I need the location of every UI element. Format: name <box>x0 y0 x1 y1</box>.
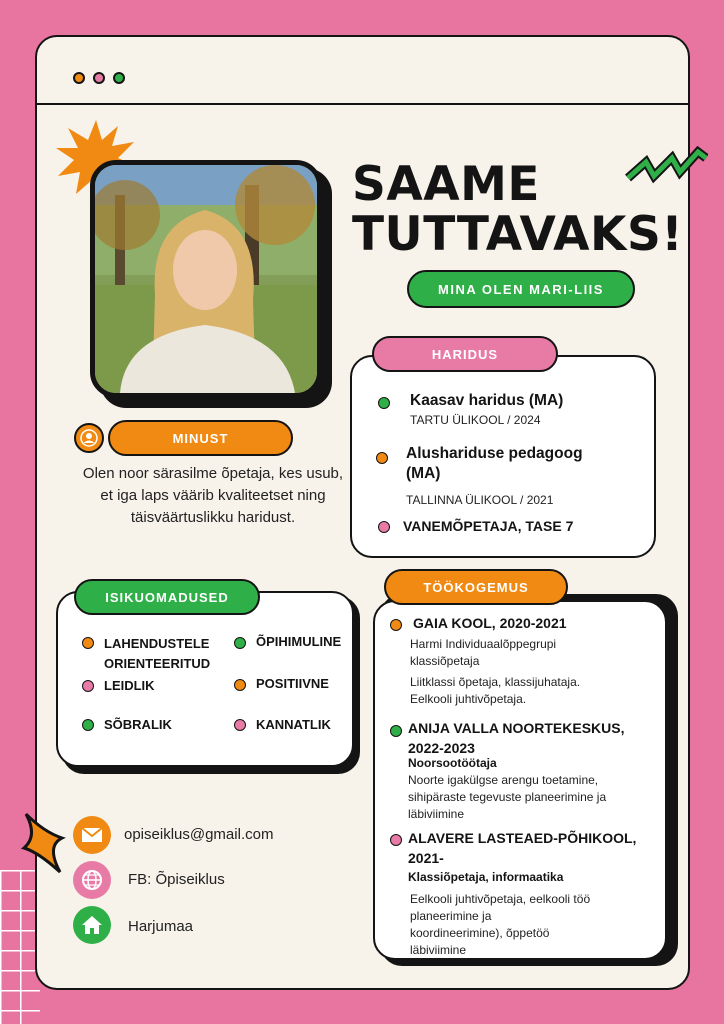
zigzag-icon <box>624 140 708 188</box>
experience-3-role: Klassiõpetaja, informaatika <box>408 870 564 884</box>
experience-bullet-1 <box>390 619 402 631</box>
education-bullet-2 <box>376 452 388 464</box>
education-item-2-sub: TALLINNA ÜLIKOOL / 2021 <box>406 493 554 507</box>
window-dot-pink <box>93 72 105 84</box>
contact-email[interactable]: opiseiklus@gmail.com <box>124 826 274 843</box>
quality-bullet-5 <box>82 719 94 731</box>
education-bullet-3 <box>378 521 390 533</box>
experience-2-desc-1: Noorte igakülgse arengu toetamine, <box>408 773 599 787</box>
experience-1-desc-1: Harmi Individuaalõppegrupi <box>410 637 557 651</box>
experience-3-desc-4: läbiviimine <box>410 943 467 957</box>
experience-3-desc-3: koordineerimine), õppetöö <box>410 926 550 940</box>
grid-decoration <box>0 870 40 1024</box>
education-item-2-title-2: (MA) <box>406 465 441 482</box>
education-item-1-title: Kaasav haridus (MA) <box>410 392 564 409</box>
window-dot-orange <box>73 72 85 84</box>
quality-1-label: LAHENDUSTELE ORIENTEERITUD <box>104 636 211 671</box>
experience-2-title-2: 2022-2023 <box>408 740 475 756</box>
quality-bullet-3 <box>82 680 94 692</box>
experience-3-title-2: 2021- <box>408 850 444 866</box>
window-bar-divider <box>37 103 688 105</box>
quality-6-label: KANNATLIK <box>256 717 331 732</box>
quality-bullet-1 <box>82 637 94 649</box>
quality-5-label: SÕBRALIK <box>104 717 172 732</box>
headline-line-2: TUTTAVAKS! <box>352 207 684 262</box>
experience-2-desc-2: sihipäraste tegevuste planeerimine ja <box>408 790 607 804</box>
experience-bullet-3 <box>390 834 402 846</box>
home-icon <box>73 906 111 944</box>
education-item-2-title: Alushariduse pedagoog <box>406 445 583 462</box>
education-item-3-title: VANEMÕPETAJA, TASE 7 <box>403 518 574 534</box>
headline-line-1: SAAME <box>352 157 540 212</box>
user-icon <box>74 423 104 453</box>
education-item-1-sub: TARTU ÜLIKOOL / 2024 <box>410 413 541 427</box>
experience-1-desc-2: klassiõpetaja <box>410 654 480 668</box>
experience-3-desc-1: Eelkooli juhtivõpetaja, eelkooli töö <box>410 892 591 906</box>
mail-icon <box>73 816 111 854</box>
experience-1-desc-3: Liitklassi õpetaja, klassijuhataja. <box>410 675 581 689</box>
experience-1-desc-4: Eelkooli juhtivõpetaja. <box>410 692 527 706</box>
qualities-title: ISIKUOMADUSED <box>74 579 260 615</box>
quality-2-label: ÕPIHIMULINE <box>256 634 342 649</box>
profile-photo <box>90 160 322 398</box>
name-badge: MINA OLEN MARI-LIIS <box>407 270 635 308</box>
about-title: MINUST <box>108 420 293 456</box>
experience-3-desc-2: planeerimine ja <box>410 909 492 923</box>
sparkle-icon <box>20 812 66 874</box>
quality-bullet-6 <box>234 719 246 731</box>
education-title: HARIDUS <box>372 336 558 372</box>
globe-icon <box>73 861 111 899</box>
experience-2-desc-3: läbiviimine <box>408 807 465 821</box>
experience-2-title: ANIJA VALLA NOORTEKESKUS, <box>408 720 625 736</box>
quality-bullet-2 <box>234 637 246 649</box>
experience-1-title: GAIA KOOL, 2020-2021 <box>413 615 567 631</box>
quality-4-label: POSITIIVNE <box>256 676 329 691</box>
contact-location: Harjumaa <box>128 918 194 935</box>
window-dot-green <box>113 72 125 84</box>
quality-3-label: LEIDLIK <box>104 678 155 693</box>
quality-bullet-4 <box>234 679 246 691</box>
experience-3-title: ALAVERE LASTEAED-PÕHIKOOL, <box>408 830 637 846</box>
education-bullet-1 <box>378 397 390 409</box>
about-text: Olen noor särasilme õpetaja, kes usub, et iga laps väärib kvaliteetset ning täisväärtuslikku haridust. <box>82 465 344 526</box>
experience-bullet-2 <box>390 725 402 737</box>
experience-2-role: Noorsootöötaja <box>408 756 497 770</box>
contact-facebook[interactable]: FB: Õpiseiklus <box>128 871 225 888</box>
experience-title: TÖÖKOGEMUS <box>384 569 568 605</box>
profile-photo-frame <box>90 160 330 405</box>
